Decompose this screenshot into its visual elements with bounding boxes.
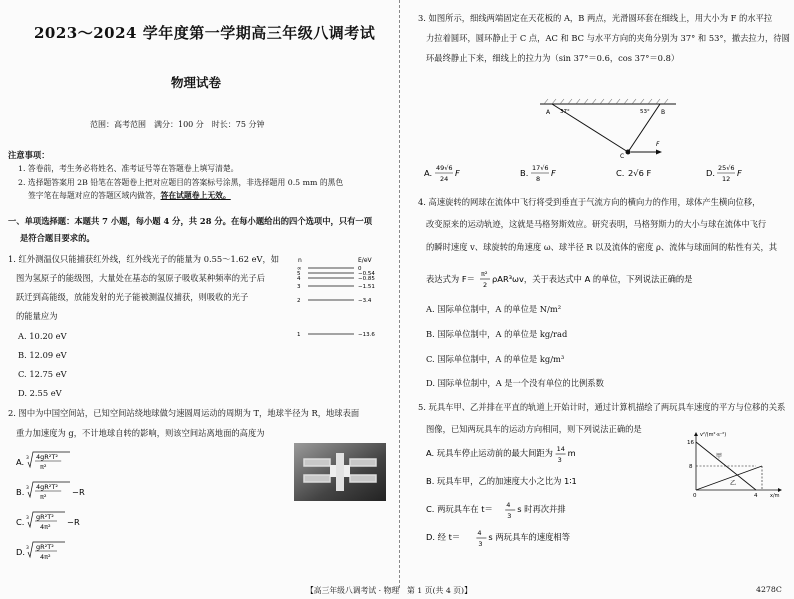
q3-option-label: C. (616, 168, 625, 178)
energy-level-e: −0.54 (358, 271, 375, 277)
q5-line: 图像，已知两玩具车的运动方向相同，则下列说法正确的是 (426, 424, 642, 434)
exam-title: 2023～2024 学年度第一学期高三年级八调考试 (34, 24, 376, 42)
energy-level-n: 2 (297, 298, 301, 304)
q1-line: 图为氢原子的能级图，大量处在基态的氢原子吸收某种频率的光子后 (16, 273, 265, 283)
q2-option-label: C. (16, 517, 25, 527)
q4-option-c: C. 国际单位制中，A 的单位是 kg/m³ (426, 354, 565, 364)
point-b-label: B (661, 109, 666, 116)
q2-option-num: gR²T² (36, 543, 54, 551)
energy-level-n: 1 (297, 332, 301, 338)
notes-item-1: 1. 答卷前，考生务必将姓名、准考证号等在答题卷上填写清楚。 (18, 164, 239, 173)
q2-option-root: 3 (26, 456, 29, 461)
q4-formula-num: π² (481, 270, 488, 278)
energy-level-e: −3.4 (358, 298, 372, 304)
energy-level-diagram (294, 256, 384, 340)
q4-option-d: D. 国际单位制中，A 是一个没有单位的比例系数 (426, 378, 604, 388)
q4-formula-post: ρAR³ωv，关于表达式中 A 的单位，下列说法正确的是 (492, 274, 693, 284)
q4-line: 改变原来的运动轨迹，这就是马格努斯效应。研究表明，马格努斯力的大小与球在流体中飞行 (426, 219, 767, 229)
q5-options (426, 444, 676, 564)
energy-level-e: −0.85 (358, 276, 375, 282)
q5-option-post: s 时再次并排 (517, 504, 566, 514)
q1-line: 的能量应为 (16, 311, 58, 321)
q5-option-den: 3 (557, 456, 562, 464)
q2-option-num: gR²T² (36, 513, 54, 521)
notes-heading: 注意事项： (8, 150, 50, 160)
q3-options (424, 160, 784, 188)
q3-option-num: 17√6 (532, 164, 549, 172)
q3-option-num: 25√6 (718, 164, 735, 172)
q3-option-var: F (551, 168, 556, 178)
space-station-photo (294, 443, 386, 501)
left-column (6, 0, 394, 599)
graph-x-label: x/m (770, 493, 780, 498)
q3-line: 环最终静止下来，细线上的拉力为（sin 37°＝0.6，cos 37°＝0.8） (426, 53, 680, 63)
q3-option-text: 2√6 F (628, 168, 652, 178)
right-column (404, 0, 792, 599)
q5-option-pre: C. 两玩具车在 t＝ (426, 504, 493, 514)
q3-option-den: 24 (440, 175, 449, 183)
q4-formula-pre: 表达式为 F＝ (426, 274, 475, 284)
energy-level-e: 0 (358, 266, 362, 272)
energy-level-e: −13.6 (358, 332, 375, 338)
energy-level-n: ∞ (297, 266, 302, 272)
q1-line: 跃迁到高能级，放能发射的光子能被测温仪捕获，则吸收的光子 (16, 292, 249, 302)
q2-option-den: π² (40, 463, 47, 471)
energy-level-n: 4 (297, 276, 301, 282)
q2-option-root: 3 (26, 516, 29, 521)
q2-option-label: B. (16, 487, 25, 497)
q3-option-var: F (737, 168, 742, 178)
q2-option-den: 4π² (40, 523, 51, 531)
q4-formula-line (426, 267, 766, 293)
point-c-label: C (620, 153, 625, 160)
section1-line1: 一、单项选择题：本题共 7 小题，每小题 4 分，共 28 分。在每小题给出的四个选项中，只有一项 (8, 216, 373, 226)
q3-option-var: F (455, 168, 460, 178)
energy-level-n: 3 (297, 284, 301, 290)
q4-formula-den: 2 (483, 281, 488, 289)
q1-line: 1. 红外测温仪只能捕获红外线，红外线光子的能量为 0.55～1.62 eV，如 (8, 254, 280, 264)
q4-option-a: A. 国际单位制中，A 的单位是 N/m² (426, 304, 562, 314)
q5-option-num: 4 (477, 529, 482, 537)
q2-options-formulas (16, 447, 166, 567)
q2-option-root: 3 (26, 486, 29, 491)
q3-option-label: D. (706, 168, 716, 178)
angle-53-label: 53° (640, 109, 650, 115)
subject-title: 物理试卷 (171, 75, 222, 90)
page-footer: 【高三年级八调考试 · 物理 第 1 页(共 4 页)】 (306, 586, 472, 595)
q5-option-text: B. 玩具车甲，乙的加速度大小之比为 1∶1 (426, 476, 577, 486)
q5-option-den: 3 (507, 512, 512, 520)
q4-line: 的瞬时速度 v、球旋转的角速度 ω、球半径 R 以及流体的密度 ρ、流体与球面间的粘性有关，其 (426, 242, 778, 252)
q2-line2: 重力加速度为 g，不计地球自转的影响，则该空间站离地面的高度为 (16, 428, 265, 438)
section1-line2: 是符合题目要求的。 (20, 233, 95, 243)
page-code: 4278C (756, 585, 782, 594)
q2-option-den: π² (40, 493, 47, 501)
q4-option-b: B. 国际单位制中，A 的单位是 kg/rad (426, 329, 568, 339)
q5-option-pre: D. 经 t＝ (426, 532, 461, 542)
q3-rope-diagram (536, 98, 696, 162)
q2-option-num: 4gR²T² (36, 483, 58, 491)
energy-level-e: −1.51 (358, 284, 375, 290)
q2-option-num: 4gR²T² (36, 453, 58, 461)
q5-option-post: s 两玩具车的速度相等 (488, 532, 571, 542)
q1-option-d: D. 2.55 eV (18, 388, 62, 398)
q5-option-num: 14 (556, 445, 565, 453)
q2-option-label: D. (16, 547, 26, 557)
q2-option-den: 4π² (40, 553, 51, 561)
q2-option-tail: −R (72, 487, 85, 497)
q3-option-num: 49√6 (436, 164, 453, 172)
q5-option-num: 4 (506, 501, 511, 509)
force-f-label: F (656, 141, 660, 148)
q5-option-post: m (567, 448, 576, 458)
graph-origin: 0 (693, 493, 697, 498)
q2-option-root: 3 (26, 546, 29, 551)
q1-option-c: C. 12.75 eV (18, 369, 67, 379)
q5-line: 5. 玩具车甲、乙并排在平直的轨道上开始计时，通过计算机描绘了两玩具车速度的平方与位移的关系 (418, 402, 786, 412)
graph-y-label: v²/(m²·s⁻²) (700, 432, 727, 438)
q3-option-den: 12 (722, 175, 731, 183)
q3-option-label: B. (520, 168, 529, 178)
notes-item-2a: 2. 选择题答案用 2B 铅笔在答题卷上把对应题目的答案标号涂黑，非选择题用 0.5 mm 的黑色 (18, 178, 344, 187)
q2-option-label: A. (16, 457, 25, 467)
angle-37-label: 37° (560, 109, 570, 115)
n-axis-label: n (298, 257, 302, 264)
exam-meta: 范围：高考范围 满分：100 分 时长：75 分钟 (90, 120, 265, 129)
graph-y-16: 16 (687, 440, 694, 446)
q3-option-den: 8 (536, 175, 541, 183)
q3-line: 3. 如图所示，细线两端固定在天花板的 A，B 两点，光滑圆环套在细线上，用大小为 F 的水平拉 (418, 13, 773, 23)
graph-jia-label: 甲 (716, 453, 723, 460)
q3-line: 力拉着圆环，圆环静止于 C 点，AC 和 BC 与水平方向的夹角分别为 37° 和 53°，撤去拉力，待圆 (426, 33, 790, 43)
point-a-label: A (546, 109, 551, 116)
q5-option-den: 3 (478, 540, 483, 548)
q1-option-a: A. 10.20 eV (18, 331, 67, 341)
column-divider (399, 0, 400, 588)
q2-line1: 2. 图中为中国空间站，已知空间站绕地球做匀速圆周运动的周期为 T，地球半径为 R，地球表面 (8, 408, 360, 418)
graph-yi-label: 乙 (730, 480, 737, 487)
energy-axis-label: E/eV (358, 257, 372, 264)
graph-y-8: 8 (689, 464, 693, 470)
q2-option-tail: −R (67, 517, 80, 527)
q1-option-b: B. 12.09 eV (18, 350, 67, 360)
q5-graph (686, 430, 786, 498)
q3-option-label: A. (424, 168, 433, 178)
energy-level-n: 5 (297, 271, 301, 277)
graph-x-4: 4 (754, 493, 758, 498)
notes-item-2b: 签字笔在每题对应的答题区域内做答，答在试题卷上无效。 (28, 191, 231, 200)
q5-option-pre: A. 玩具车停止运动前的最大间距为 (426, 448, 553, 458)
q4-line: 4. 高速旋转的网球在流体中飞行将受到垂直于气流方向的横向力的作用，球体产生横向位移， (418, 197, 761, 207)
